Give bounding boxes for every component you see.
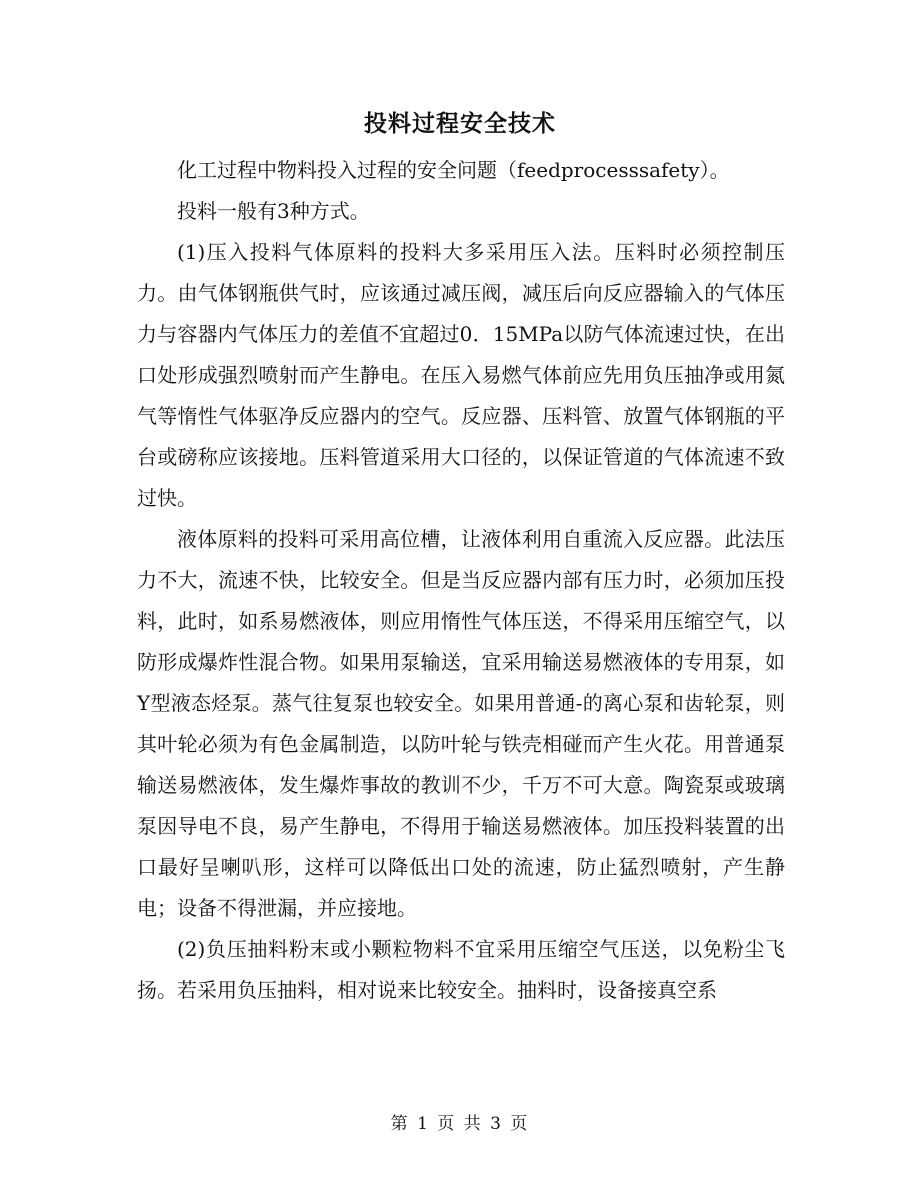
paragraph-pressure-feeding: (1)压入投料气体原料的投料大多采用压入法。压料时必须控制压力。由气体钢瓶供气时，应该通过减压阀，减压后向反应器输入的气体压力与容器内气体压力的差值不宜超过0．15MPa以防气体流速过快，在出口处形成强烈喷射而产生静电。在压入易燃气体前应先用负压抽净或用氮气等惰性气体驱净反应器内的空气。反应器、压料管、放置气体钢瓶的平台或磅称应该接地。压料管道采用大口径的，以保证管道的气体流速不致过快。: [137, 240, 785, 510]
paragraph-methods-count: 投料一般有3种方式。: [177, 199, 370, 223]
document-title: 投料过程安全技术: [364, 110, 556, 137]
paragraph-negative-pressure: (2)负压抽料粉末或小颗粒物料不宜采用压缩空气压送，以免粉尘飞扬。若采用负压抽料，相对说来比较安全。抽料时，设备接真空系: [137, 937, 785, 1002]
paragraph-liquid-feeding: 液体原料的投料可采用高位槽，让液体利用自重流入反应器。此法压力不大，流速不快，比较安全。但是当反应器内部有压力时，必须加压投料，此时，如系易燃液体，则应用惰性气体压送，不得采用压缩空气，以防形成爆炸性混合物。如果用泵输送，宜采用输送易燃液体的专用泵，如Y型液态烃泵。蒸气往复泵也较安全。如果用普通-的离心泵和齿轮泵，则其叶轮必须为有色金属制造，以防叶轮与铁壳相碰而产生火花。用普通泵输送易燃液体，发生爆炸事故的教训不少，千万不可大意。陶瓷泵或玻璃泵因导电不良，易产生静电，不得用于输送易燃液体。加压投料装置的出口最好呈喇叭形，这样可以降低出口处的流速，防止猛烈喷射，产生静电；设备不得泄漏，并应接地。: [137, 527, 785, 920]
page-number-footer: 第 1 页 共 3 页: [390, 1114, 530, 1134]
paragraph-intro: 化工过程中物料投入过程的安全问题（feedprocesssafety）。: [177, 158, 730, 182]
document-body: [137, 150, 785, 1011]
